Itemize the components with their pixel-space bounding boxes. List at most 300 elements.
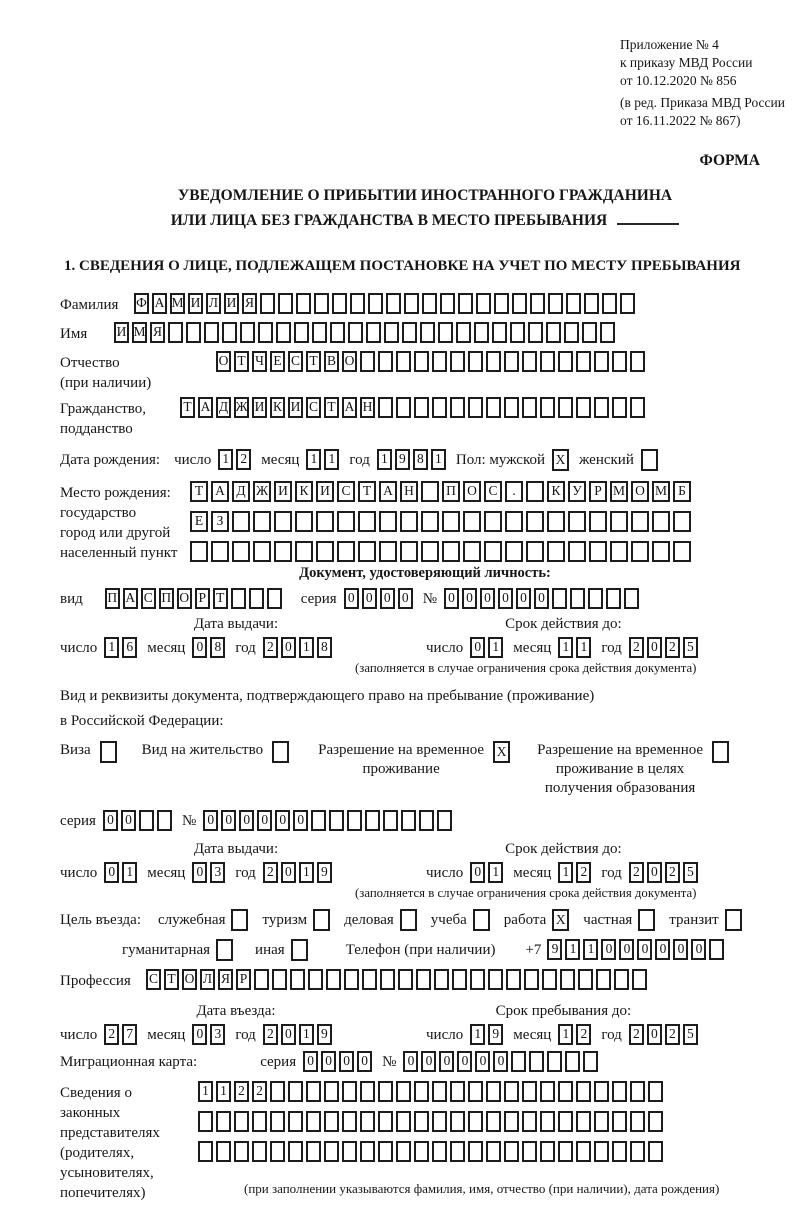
form-cell[interactable] — [486, 397, 501, 418]
form-cell[interactable] — [442, 511, 460, 532]
form-cell[interactable]: К — [270, 397, 285, 418]
form-cell[interactable] — [400, 511, 418, 532]
form-cell[interactable] — [584, 293, 599, 314]
form-cell[interactable] — [630, 1111, 645, 1132]
form-cell[interactable] — [648, 1141, 663, 1162]
form-cell[interactable]: 1 — [216, 1081, 231, 1102]
form-cell[interactable] — [222, 322, 237, 343]
form-cell[interactable] — [486, 1111, 501, 1132]
form-cell[interactable] — [414, 397, 429, 418]
form-cell[interactable] — [379, 511, 397, 532]
form-cell[interactable]: 2 — [263, 637, 278, 658]
form-cell[interactable] — [504, 1141, 519, 1162]
form-cell[interactable] — [288, 1111, 303, 1132]
form-cell[interactable] — [540, 351, 555, 372]
form-cell[interactable]: 8 — [210, 637, 225, 658]
form-cell[interactable]: А — [152, 293, 167, 314]
form-cell[interactable]: 1 — [488, 862, 503, 883]
form-cell[interactable] — [274, 541, 292, 562]
form-cell[interactable]: 0 — [421, 1051, 436, 1072]
form-cell[interactable]: 9 — [488, 1024, 503, 1045]
form-cell[interactable] — [494, 293, 509, 314]
form-cell[interactable]: 0 — [647, 1024, 662, 1045]
form-cell[interactable] — [576, 351, 591, 372]
form-cell[interactable] — [589, 511, 607, 532]
form-cell[interactable] — [401, 810, 416, 831]
form-cell[interactable]: О — [216, 351, 231, 372]
form-cell[interactable]: И — [224, 293, 239, 314]
form-cell[interactable] — [313, 909, 330, 931]
form-cell[interactable] — [529, 1051, 544, 1072]
form-cell[interactable]: 0 — [498, 588, 513, 609]
form-cell[interactable] — [186, 322, 201, 343]
form-cell[interactable]: Я — [218, 969, 233, 990]
form-cell[interactable] — [558, 1141, 573, 1162]
form-cell[interactable]: А — [123, 588, 138, 609]
form-cell[interactable]: 2 — [263, 1024, 278, 1045]
form-cell[interactable] — [505, 511, 523, 532]
form-cell[interactable]: Р — [589, 481, 607, 502]
form-cell[interactable] — [332, 293, 347, 314]
form-cell[interactable] — [432, 1141, 447, 1162]
form-cell[interactable] — [419, 810, 434, 831]
form-cell[interactable]: 1 — [306, 449, 321, 470]
form-cell[interactable] — [558, 1081, 573, 1102]
form-cell[interactable]: 0 — [637, 939, 652, 960]
form-cell[interactable] — [524, 969, 539, 990]
form-cell[interactable] — [211, 541, 229, 562]
form-cell[interactable] — [386, 293, 401, 314]
form-cell[interactable]: 9 — [395, 449, 410, 470]
form-cell[interactable]: 0 — [655, 939, 670, 960]
form-cell[interactable] — [564, 322, 579, 343]
form-cell[interactable] — [552, 588, 567, 609]
form-cell[interactable] — [612, 1141, 627, 1162]
form-cell[interactable] — [612, 351, 627, 372]
form-cell[interactable]: П — [442, 481, 460, 502]
form-cell[interactable]: Д — [216, 397, 231, 418]
form-cell[interactable] — [631, 511, 649, 532]
form-cell[interactable] — [231, 588, 246, 609]
form-cell[interactable] — [620, 293, 635, 314]
form-cell[interactable] — [570, 588, 585, 609]
form-cell[interactable]: А — [211, 481, 229, 502]
form-cell[interactable]: 0 — [293, 810, 308, 831]
form-cell[interactable] — [504, 1111, 519, 1132]
form-cell[interactable] — [234, 1141, 249, 1162]
form-cell[interactable] — [365, 810, 380, 831]
form-cell[interactable]: Ж — [234, 397, 249, 418]
form-cell[interactable]: 2 — [629, 637, 644, 658]
form-cell[interactable]: 1 — [198, 1081, 213, 1102]
form-cell[interactable]: С — [141, 588, 156, 609]
form-cell[interactable] — [526, 481, 544, 502]
form-cell[interactable] — [582, 322, 597, 343]
form-cell[interactable] — [421, 541, 439, 562]
form-cell[interactable] — [558, 351, 573, 372]
form-cell[interactable]: 0 — [357, 1051, 372, 1072]
form-cell[interactable]: 0 — [534, 588, 549, 609]
form-cell[interactable] — [641, 449, 658, 471]
form-cell[interactable] — [270, 1141, 285, 1162]
form-cell[interactable]: Я — [242, 293, 257, 314]
form-cell[interactable] — [168, 322, 183, 343]
form-cell[interactable] — [630, 1081, 645, 1102]
form-cell[interactable]: 0 — [516, 588, 531, 609]
form-cell[interactable]: 9 — [317, 1024, 332, 1045]
form-cell[interactable]: 0 — [380, 588, 395, 609]
form-cell[interactable]: 1 — [299, 637, 314, 658]
form-cell[interactable]: П — [159, 588, 174, 609]
form-cell[interactable] — [288, 1081, 303, 1102]
form-cell[interactable] — [416, 969, 431, 990]
form-cell[interactable] — [157, 810, 172, 831]
form-cell[interactable] — [378, 397, 393, 418]
form-cell[interactable]: Е — [190, 511, 208, 532]
form-cell[interactable] — [432, 1111, 447, 1132]
form-cell[interactable] — [252, 1141, 267, 1162]
form-cell[interactable] — [594, 1111, 609, 1132]
form-cell[interactable]: У — [568, 481, 586, 502]
form-cell[interactable] — [383, 810, 398, 831]
form-cell[interactable] — [396, 397, 411, 418]
form-cell[interactable] — [232, 541, 250, 562]
form-cell[interactable] — [276, 322, 291, 343]
form-cell[interactable] — [473, 909, 490, 931]
form-cell[interactable] — [216, 1111, 231, 1132]
form-cell[interactable]: И — [288, 397, 303, 418]
form-cell[interactable] — [379, 541, 397, 562]
form-cell[interactable]: 1 — [299, 862, 314, 883]
form-cell[interactable]: 2 — [252, 1081, 267, 1102]
form-cell[interactable] — [505, 541, 523, 562]
form-cell[interactable]: 0 — [480, 588, 495, 609]
form-cell[interactable] — [648, 1111, 663, 1132]
form-cell[interactable] — [234, 1111, 249, 1132]
form-cell[interactable]: 1 — [377, 449, 392, 470]
form-cell[interactable] — [350, 293, 365, 314]
form-cell[interactable] — [486, 1141, 501, 1162]
form-cell[interactable] — [506, 969, 521, 990]
form-cell[interactable]: 0 — [398, 588, 413, 609]
form-cell[interactable] — [342, 1081, 357, 1102]
form-cell[interactable] — [358, 541, 376, 562]
form-cell[interactable]: М — [132, 322, 147, 343]
form-cell[interactable]: 9 — [547, 939, 562, 960]
form-cell[interactable] — [294, 322, 309, 343]
form-cell[interactable]: 0 — [457, 1051, 472, 1072]
form-cell[interactable]: 0 — [303, 1051, 318, 1072]
form-cell[interactable] — [308, 969, 323, 990]
form-cell[interactable] — [612, 1111, 627, 1132]
form-cell[interactable]: 3 — [210, 862, 225, 883]
form-cell[interactable] — [547, 511, 565, 532]
form-cell[interactable]: 0 — [403, 1051, 418, 1072]
form-cell[interactable] — [486, 351, 501, 372]
form-cell[interactable]: 3 — [210, 1024, 225, 1045]
form-cell[interactable] — [270, 1081, 285, 1102]
form-cell[interactable] — [198, 1141, 213, 1162]
form-cell[interactable]: 2 — [665, 1024, 680, 1045]
form-cell[interactable]: 0 — [470, 862, 485, 883]
form-cell[interactable] — [468, 397, 483, 418]
form-cell[interactable] — [486, 1081, 501, 1102]
form-cell[interactable] — [522, 397, 537, 418]
form-cell[interactable]: М — [170, 293, 185, 314]
form-cell[interactable] — [568, 511, 586, 532]
form-cell[interactable]: 1 — [488, 637, 503, 658]
form-cell[interactable]: 2 — [104, 1024, 119, 1045]
form-cell[interactable]: 0 — [647, 637, 662, 658]
form-cell[interactable] — [396, 1081, 411, 1102]
form-cell[interactable] — [360, 1081, 375, 1102]
form-cell[interactable] — [400, 541, 418, 562]
form-cell[interactable] — [522, 1081, 537, 1102]
form-cell[interactable] — [252, 1111, 267, 1132]
form-cell[interactable]: 2 — [234, 1081, 249, 1102]
form-cell[interactable] — [440, 293, 455, 314]
form-cell[interactable] — [316, 511, 334, 532]
form-cell[interactable] — [610, 541, 628, 562]
form-cell[interactable]: К — [295, 481, 313, 502]
form-cell[interactable] — [421, 511, 439, 532]
form-cell[interactable] — [316, 541, 334, 562]
form-cell[interactable] — [324, 1141, 339, 1162]
form-cell[interactable] — [232, 511, 250, 532]
form-cell[interactable] — [306, 1081, 321, 1102]
form-cell[interactable] — [337, 511, 355, 532]
form-cell[interactable] — [362, 969, 377, 990]
form-cell[interactable]: 5 — [683, 862, 698, 883]
form-cell[interactable]: К — [547, 481, 565, 502]
form-cell[interactable]: 0 — [362, 588, 377, 609]
form-cell[interactable]: X — [552, 449, 569, 471]
form-cell[interactable] — [366, 322, 381, 343]
form-cell[interactable] — [606, 588, 621, 609]
form-cell[interactable] — [630, 351, 645, 372]
form-cell[interactable]: 0 — [239, 810, 254, 831]
form-cell[interactable]: Т — [164, 969, 179, 990]
form-cell[interactable]: Л — [206, 293, 221, 314]
form-cell[interactable]: С — [337, 481, 355, 502]
form-cell[interactable] — [274, 511, 292, 532]
form-cell[interactable]: Т — [213, 588, 228, 609]
form-cell[interactable] — [272, 741, 289, 763]
form-cell[interactable] — [484, 541, 502, 562]
form-cell[interactable] — [414, 1141, 429, 1162]
form-cell[interactable] — [438, 322, 453, 343]
form-cell[interactable] — [540, 1141, 555, 1162]
form-cell[interactable] — [267, 588, 282, 609]
form-cell[interactable] — [272, 969, 287, 990]
form-cell[interactable] — [380, 969, 395, 990]
form-cell[interactable]: 0 — [275, 810, 290, 831]
form-cell[interactable] — [342, 1111, 357, 1132]
form-cell[interactable]: 0 — [192, 1024, 207, 1045]
form-cell[interactable] — [468, 1141, 483, 1162]
form-cell[interactable] — [396, 351, 411, 372]
form-cell[interactable] — [652, 511, 670, 532]
form-cell[interactable]: 6 — [122, 637, 137, 658]
form-cell[interactable]: М — [652, 481, 670, 502]
form-cell[interactable]: И — [114, 322, 129, 343]
form-cell[interactable] — [484, 511, 502, 532]
form-cell[interactable] — [384, 322, 399, 343]
form-cell[interactable]: 1 — [218, 449, 233, 470]
form-cell[interactable] — [253, 511, 271, 532]
form-cell[interactable] — [422, 293, 437, 314]
form-cell[interactable]: 1 — [558, 862, 573, 883]
form-cell[interactable] — [673, 541, 691, 562]
form-cell[interactable]: 0 — [470, 637, 485, 658]
form-cell[interactable]: Е — [270, 351, 285, 372]
form-cell[interactable] — [288, 1141, 303, 1162]
form-cell[interactable] — [337, 541, 355, 562]
form-cell[interactable]: И — [316, 481, 334, 502]
form-cell[interactable] — [378, 1081, 393, 1102]
form-cell[interactable]: Я — [150, 322, 165, 343]
form-cell[interactable] — [360, 1111, 375, 1132]
form-cell[interactable] — [324, 1081, 339, 1102]
form-cell[interactable] — [314, 293, 329, 314]
form-cell[interactable] — [456, 322, 471, 343]
form-cell[interactable] — [432, 351, 447, 372]
form-cell[interactable]: 0 — [444, 588, 459, 609]
form-cell[interactable]: 1 — [324, 449, 339, 470]
form-cell[interactable]: 1 — [431, 449, 446, 470]
form-cell[interactable] — [546, 322, 561, 343]
form-cell[interactable]: И — [188, 293, 203, 314]
form-cell[interactable] — [432, 397, 447, 418]
form-cell[interactable]: 0 — [493, 1051, 508, 1072]
form-cell[interactable] — [311, 810, 326, 831]
form-cell[interactable]: 2 — [263, 862, 278, 883]
form-cell[interactable] — [488, 969, 503, 990]
form-cell[interactable]: X — [493, 741, 510, 763]
form-cell[interactable] — [568, 541, 586, 562]
form-cell[interactable]: 2 — [576, 862, 591, 883]
form-cell[interactable]: О — [631, 481, 649, 502]
form-cell[interactable]: 1 — [558, 1024, 573, 1045]
form-cell[interactable]: С — [288, 351, 303, 372]
form-cell[interactable] — [450, 1141, 465, 1162]
form-cell[interactable]: 0 — [321, 1051, 336, 1072]
form-cell[interactable] — [468, 1081, 483, 1102]
form-cell[interactable]: М — [610, 481, 628, 502]
form-cell[interactable] — [526, 541, 544, 562]
form-cell[interactable]: 0 — [339, 1051, 354, 1072]
form-cell[interactable]: 9 — [317, 862, 332, 883]
form-cell[interactable]: Р — [195, 588, 210, 609]
form-cell[interactable]: А — [342, 397, 357, 418]
form-cell[interactable] — [602, 293, 617, 314]
form-cell[interactable] — [614, 969, 629, 990]
form-cell[interactable] — [610, 511, 628, 532]
form-cell[interactable] — [558, 1111, 573, 1132]
form-cell[interactable]: 0 — [281, 637, 296, 658]
form-cell[interactable]: С — [484, 481, 502, 502]
form-cell[interactable] — [548, 293, 563, 314]
form-cell[interactable] — [100, 741, 117, 763]
form-cell[interactable]: 1 — [565, 939, 580, 960]
form-cell[interactable] — [342, 1141, 357, 1162]
form-cell[interactable]: Ж — [253, 481, 271, 502]
form-cell[interactable]: 0 — [691, 939, 706, 960]
form-cell[interactable] — [596, 969, 611, 990]
form-cell[interactable] — [326, 969, 341, 990]
form-cell[interactable]: А — [198, 397, 213, 418]
form-cell[interactable] — [306, 1141, 321, 1162]
form-cell[interactable]: 2 — [665, 862, 680, 883]
form-cell[interactable] — [530, 293, 545, 314]
form-cell[interactable] — [630, 397, 645, 418]
form-cell[interactable]: Ф — [134, 293, 149, 314]
form-cell[interactable]: С — [306, 397, 321, 418]
form-cell[interactable] — [368, 293, 383, 314]
form-cell[interactable]: З — [211, 511, 229, 532]
form-cell[interactable] — [458, 293, 473, 314]
form-cell[interactable]: Н — [400, 481, 418, 502]
form-cell[interactable]: О — [463, 481, 481, 502]
form-cell[interactable] — [576, 1081, 591, 1102]
form-cell[interactable] — [198, 1111, 213, 1132]
form-cell[interactable]: 2 — [576, 1024, 591, 1045]
form-cell[interactable] — [348, 322, 363, 343]
form-cell[interactable]: 7 — [122, 1024, 137, 1045]
form-cell[interactable] — [398, 969, 413, 990]
form-cell[interactable] — [511, 1051, 526, 1072]
form-cell[interactable] — [588, 588, 603, 609]
form-cell[interactable] — [258, 322, 273, 343]
form-cell[interactable]: И — [274, 481, 292, 502]
form-cell[interactable] — [540, 1111, 555, 1132]
form-cell[interactable]: Т — [180, 397, 195, 418]
form-cell[interactable] — [589, 541, 607, 562]
form-cell[interactable] — [576, 397, 591, 418]
form-cell[interactable]: Т — [306, 351, 321, 372]
form-cell[interactable]: Ч — [252, 351, 267, 372]
form-cell[interactable] — [450, 1111, 465, 1132]
form-cell[interactable] — [421, 481, 439, 502]
form-cell[interactable] — [190, 541, 208, 562]
form-cell[interactable] — [583, 1051, 598, 1072]
form-cell[interactable] — [540, 397, 555, 418]
form-cell[interactable] — [576, 1141, 591, 1162]
form-cell[interactable]: 1 — [576, 637, 591, 658]
form-cell[interactable]: 2 — [236, 449, 251, 470]
form-cell[interactable] — [324, 1111, 339, 1132]
form-cell[interactable] — [240, 322, 255, 343]
form-cell[interactable] — [420, 322, 435, 343]
form-cell[interactable] — [540, 1081, 555, 1102]
form-cell[interactable] — [566, 293, 581, 314]
form-cell[interactable] — [612, 397, 627, 418]
form-cell[interactable] — [558, 397, 573, 418]
form-cell[interactable] — [254, 969, 269, 990]
form-cell[interactable] — [295, 511, 313, 532]
form-cell[interactable]: Т — [358, 481, 376, 502]
form-cell[interactable] — [139, 810, 154, 831]
form-cell[interactable] — [594, 1081, 609, 1102]
form-cell[interactable] — [476, 293, 491, 314]
form-cell[interactable] — [204, 322, 219, 343]
form-cell[interactable]: И — [252, 397, 267, 418]
form-cell[interactable]: 0 — [619, 939, 634, 960]
form-cell[interactable] — [612, 1081, 627, 1102]
form-cell[interactable]: Т — [190, 481, 208, 502]
form-cell[interactable] — [652, 541, 670, 562]
form-cell[interactable] — [329, 810, 344, 831]
